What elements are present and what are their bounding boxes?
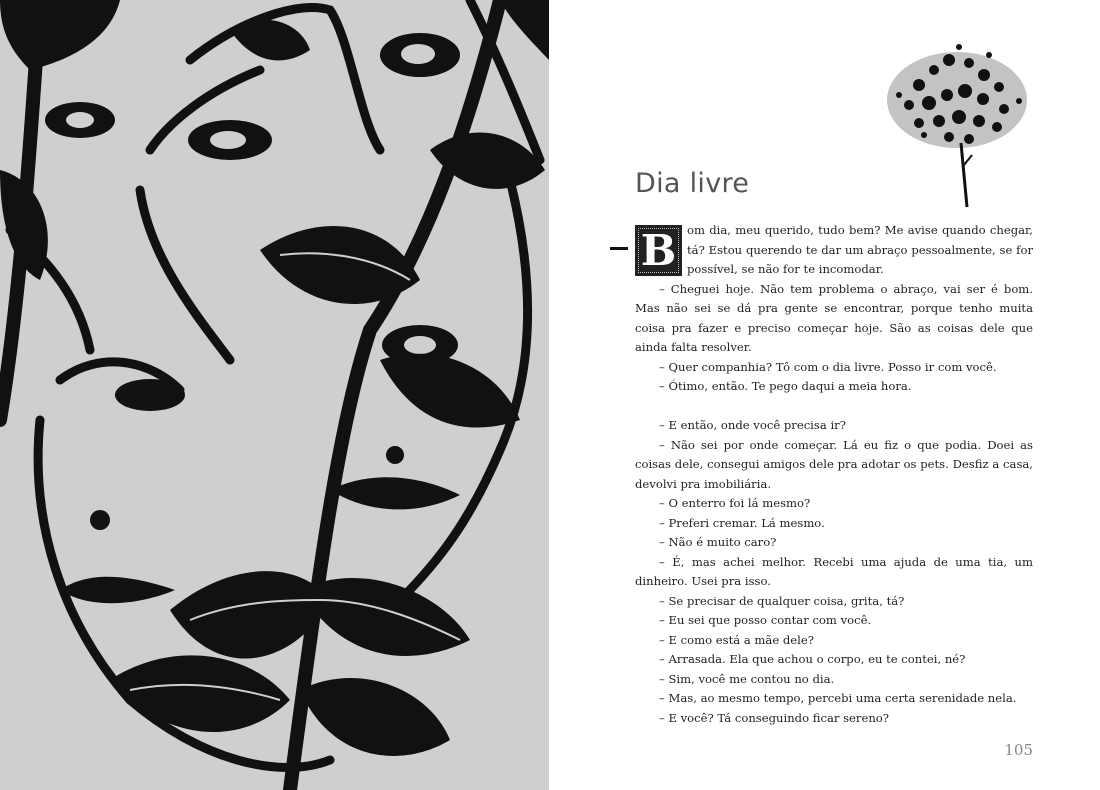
dialogue-line: – Arrasada. Ela que achou o corpo, eu te contei, né? [659, 652, 966, 666]
dialogue-line: – Sim, você me contou no dia. [659, 671, 835, 686]
dialogue-line: – E como está a mãe dele? [659, 632, 814, 647]
dialogue-line: – Preferi cremar. Lá mesmo. [659, 515, 825, 530]
chapter-title: Dia livre [635, 168, 750, 199]
dialogue-line: – É, mas achei melhor. Recebi uma ajuda de uma tia, um dinheiro. Usei pra isso. [635, 554, 1033, 588]
flower-ornament [879, 25, 1039, 210]
illustration-faces-and-flowers [0, 0, 549, 790]
chapter-body [635, 221, 1033, 728]
text-page [549, 0, 1100, 790]
first-paragraph [635, 221, 1033, 280]
dialogue-line: – Mas, ao mesmo tempo, percebi uma certa serenidade nela. [659, 691, 1017, 705]
dialogue-line: – Quer companhia? Tô com o dia livre. Posso ir com você. [659, 359, 997, 374]
scene-break [635, 397, 1033, 417]
dialogue-line: – O enterro foi lá mesmo? [659, 496, 811, 510]
dialogue-line: – Cheguei hoje. Não tem problema o abraço, vai ser é bom. Mas não sei se dá pra gente se encontrar, porque tenho muita coisa pra fazer e preciso começar hoje. São as coisas dele que ainda falta resolver. [635, 281, 1033, 354]
dialogue-line: – E você? Tá conseguindo ficar sereno? [659, 710, 889, 725]
dialogue-line: – Não sei por onde começar. Lá eu fiz o que podia. Doei as coisas dele, consegui amigos dele pra adotar os pets. Desfiz a casa, devolvi pra imobiliária. [635, 437, 1033, 491]
dialogue-line: – Eu sei que posso contar com você. [659, 613, 872, 627]
dialogue-line: – E então, onde você precisa ir? [659, 418, 846, 432]
drop-cap: B [635, 225, 682, 276]
dialogue-line: – Ótimo, então. Te pego daqui a meia hora. [659, 379, 912, 393]
dialogue-line: – Se precisar de qualquer coisa, grita, tá? [659, 593, 905, 608]
opening-dash [610, 247, 628, 250]
page-number: 105 [1004, 741, 1033, 759]
first-paragraph-text: om dia, meu querido, tudo bem? Me avise quando chegar, tá? Estou querendo te dar um abraço pessoalmente, se for possível, se não for te incomodar. [687, 223, 1033, 276]
dialogue-line: – Não é muito caro? [659, 535, 777, 549]
